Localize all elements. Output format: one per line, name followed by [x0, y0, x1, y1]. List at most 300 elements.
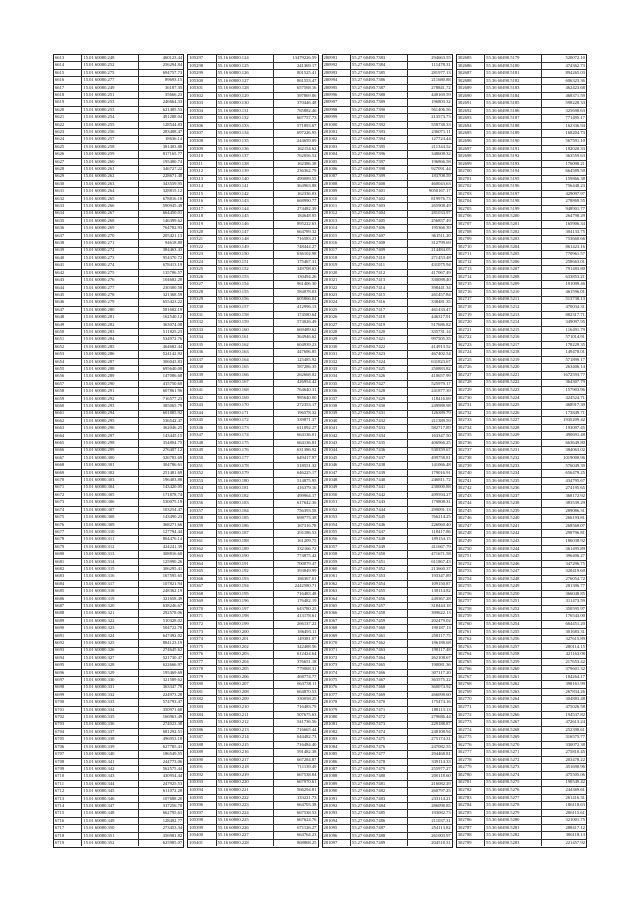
table-cell: 521730.47 — [162, 654, 183, 660]
table-cell: 193082.73 — [431, 810, 451, 816]
table-row — [457, 206, 586, 214]
table-cell: 281072 — [323, 655, 351, 661]
table-cell: 55.36 60490.5245 — [485, 553, 542, 560]
table-cell: 281001 — [323, 129, 351, 135]
table-cell: 55.36 60490.5195 — [485, 176, 542, 183]
table-row — [323, 507, 452, 514]
table-row — [457, 508, 586, 516]
table-cell: 302767 — [457, 674, 485, 681]
table-cell: 15.01 60080.259 — [82, 151, 139, 157]
table-cell: 302744 — [457, 500, 485, 507]
table-cell: 6634 — [54, 211, 82, 217]
table-row — [188, 636, 317, 644]
table-cell: 302733 — [457, 417, 485, 424]
table-cell: 954370.72 — [162, 254, 183, 260]
table-cell: 302690 — [457, 93, 485, 100]
table-cell: 105302 — [188, 93, 216, 100]
table-cell: 668990.77 — [296, 198, 317, 204]
table-cell: 281010 — [323, 196, 351, 202]
table-cell: 15.01 60080.266 — [82, 203, 139, 209]
table-cell: 281082 — [323, 729, 351, 735]
table-cell: 302687 — [457, 70, 485, 77]
table-cell: 15.01 60080.275 — [82, 70, 139, 76]
table-row — [457, 500, 586, 508]
table-cell: 55.36 60490.5203 — [485, 236, 542, 243]
table-cell: 6689 — [54, 618, 82, 624]
table-cell: 6620 — [54, 107, 82, 113]
table-cell: 105337 — [188, 357, 216, 364]
table-row — [457, 221, 586, 229]
table-cell: 591482.38 — [296, 749, 317, 755]
table-cell: 173849.71 — [565, 409, 585, 415]
table-cell: 15.01 60080.305 — [82, 492, 139, 498]
table-row — [188, 538, 317, 546]
table-cell: 55.27 60490.7387 — [351, 85, 408, 91]
table-row — [54, 781, 183, 788]
table-cell: 55.36 60490.5253 — [485, 613, 542, 620]
table-cell: 464682.44 — [162, 343, 183, 349]
table-row — [188, 342, 317, 350]
table-cell: 55.16 60800.151 — [217, 259, 274, 266]
table-cell: 261003.97 — [431, 832, 451, 838]
table-row — [323, 240, 452, 247]
table-cell: 55.27 60490.7429 — [351, 396, 408, 402]
table-cell: 468371.59 — [565, 92, 585, 98]
table-cell: 6662 — [54, 418, 82, 424]
table-cell: 281035 — [323, 381, 351, 387]
table-row — [457, 183, 586, 191]
table-cell: 281069 — [323, 633, 351, 639]
table-row — [54, 751, 183, 758]
table-cell: 302732 — [457, 410, 485, 417]
table-row — [54, 211, 183, 218]
table-cell: 541736.56 — [296, 719, 317, 725]
table-row — [188, 236, 317, 244]
table-cell: 105362 — [188, 546, 216, 553]
table-cell: 681292.51 — [162, 728, 183, 734]
table-cell: 105391 — [188, 764, 216, 771]
table-cell: 15.01 60080.293 — [82, 403, 139, 409]
table-cell: 105324 — [188, 259, 216, 266]
table-cell: 55.36 60490.5264 — [485, 696, 542, 703]
table-cell: 318444.18 — [431, 603, 451, 608]
table-row — [457, 364, 586, 372]
table-cell: 55.16 60800.165 — [217, 364, 274, 371]
table-cell: 55.16 60800.166 — [217, 372, 274, 379]
table-cell: 55.27 60490.7392 — [351, 122, 408, 128]
table-cell: 15.01 60080.330 — [82, 677, 139, 683]
table-row — [457, 463, 586, 471]
table-cell: 271453.48 — [431, 254, 451, 260]
table-row — [457, 153, 586, 161]
table-cell: 667284.87 — [296, 756, 317, 762]
table-cell: 6718 — [54, 833, 82, 839]
table-row — [188, 561, 317, 569]
table-cell: 281095 — [323, 825, 351, 831]
table-cell: 15.01 60080.332 — [82, 692, 139, 698]
table-cell: 55.36 60490.5262 — [485, 681, 542, 688]
table-cell: 335731.14 — [431, 329, 451, 334]
table-row — [457, 387, 586, 395]
table-cell: 105349 — [188, 447, 216, 454]
table-cell: 55.36 60490.5218 — [485, 349, 542, 356]
table-cell: 361511.20 — [431, 232, 451, 238]
table-row — [188, 402, 317, 410]
table-row — [188, 749, 317, 757]
table-row — [54, 662, 183, 669]
table-cell: 6654 — [54, 359, 82, 365]
table-cell: 612424.64 — [296, 651, 317, 657]
table-row — [323, 292, 452, 299]
table-cell: 55.36 60490.5265 — [485, 704, 542, 711]
table-cell: 128492.77 — [162, 817, 183, 823]
table-cell: 105361 — [188, 538, 216, 545]
table-cell: 105312 — [188, 168, 216, 175]
table-cell: 55.27 60490.7402 — [351, 196, 408, 202]
table-cell: 55.36 60490.5226 — [485, 410, 542, 417]
table-cell: 55.27 60490.7383 — [351, 55, 408, 61]
table-cell: 6633 — [54, 203, 82, 209]
table-cell: 55.36 60490.5268 — [485, 727, 542, 734]
table-cell: 244773.06 — [162, 758, 183, 764]
table-row — [323, 99, 452, 106]
table-row — [457, 297, 586, 305]
table-cell: 55.16 60800.184 — [217, 508, 274, 515]
table-row — [323, 314, 452, 321]
table-cell: 289086.31 — [565, 507, 585, 513]
table-cell: 55.36 60490.5225 — [485, 402, 542, 409]
table-cell: 55.16 60800.132 — [217, 115, 274, 122]
table-row — [323, 225, 452, 232]
table-cell: 417067.49 — [431, 269, 451, 275]
table-cell: 55.16 60800.213 — [217, 727, 274, 734]
table-row — [323, 781, 452, 788]
table-row — [188, 146, 317, 154]
table-row — [54, 529, 183, 536]
table-row — [54, 825, 183, 832]
table-cell: 55.27 60490.7422 — [351, 344, 408, 350]
table-row — [54, 818, 183, 825]
table-cell: 127724.44 — [431, 136, 451, 142]
table-row — [457, 304, 586, 312]
table-cell: 105401 — [188, 840, 216, 847]
table-row — [54, 159, 183, 166]
table-cell: 15.01 60080.307 — [82, 507, 139, 513]
table-cell: 55.27 60490.7403 — [351, 203, 408, 209]
table-cell: 302737 — [457, 447, 485, 454]
table-cell: 55.16 60800.191 — [217, 561, 274, 568]
table-cell: 302702 — [457, 183, 485, 190]
table-cell: 55.36 60490.5180 — [485, 63, 542, 70]
table-cell: 260797.25 — [431, 788, 451, 794]
table-cell: 281075 — [323, 677, 351, 683]
table-cell: 206115.61 — [565, 809, 585, 815]
table-cell: 105341 — [188, 387, 216, 394]
table-row — [188, 266, 317, 274]
table-cell: 6661 — [54, 411, 82, 417]
table-cell: 105325 — [188, 266, 216, 273]
table-cell: 771495.17 — [565, 115, 585, 121]
table-row — [54, 218, 183, 225]
table-row — [457, 70, 586, 78]
table-cell: 55.36 60490.5217 — [485, 342, 542, 349]
table-cell: 55.27 60490.7418 — [351, 314, 408, 320]
table-cell: 105394 — [188, 787, 216, 794]
table-row — [323, 470, 452, 477]
table-cell: 15.01 60080.302 — [82, 470, 139, 476]
table-cell: 281093 — [323, 810, 351, 816]
table-row — [54, 477, 183, 484]
table-row — [457, 696, 586, 704]
table-cell: 204518.31 — [431, 840, 451, 845]
table-cell: 306043.83 — [162, 358, 183, 364]
table-cell: 55.27 60490.7390 — [351, 107, 408, 113]
table-cell: 250883.82 — [431, 366, 451, 371]
table-cell: 179808.31 — [431, 499, 451, 505]
table-row — [323, 136, 452, 143]
table-row — [323, 596, 452, 603]
table-cell: 149478.01 — [565, 349, 585, 355]
table-cell: 302775 — [457, 734, 485, 741]
table-cell: 15.01 60080.275 — [82, 270, 139, 276]
table-row — [54, 62, 183, 69]
table-cell: 55.16 60800.227 — [217, 832, 274, 839]
table-cell: 350595.97 — [565, 605, 585, 611]
table-cell: 625985.07 — [162, 840, 183, 845]
table-row — [323, 625, 452, 632]
table-cell: 280992 — [323, 62, 351, 68]
table-cell: 55.16 60800.223 — [217, 802, 274, 809]
table-cell: 302736 — [457, 440, 485, 447]
table-cell: 368271.66 — [162, 521, 183, 527]
table-row — [54, 633, 183, 640]
table-cell: 302711 — [457, 251, 485, 258]
table-cell: 15.01 60080.274 — [82, 262, 139, 268]
table-cell: 364307.79 — [565, 379, 585, 385]
table-cell: 15.01 60080.299 — [82, 448, 139, 454]
table-row — [323, 670, 452, 677]
table-row — [188, 666, 317, 674]
table-cell: 162540.12 — [162, 314, 183, 320]
table-cell: 507675.63 — [296, 711, 317, 717]
table-cell: 276054.72 — [565, 575, 585, 581]
table-row — [188, 55, 317, 63]
table-cell: 35666.23 — [164, 92, 183, 97]
table-row — [188, 704, 317, 712]
table-cell: 55.27 60490.7473 — [351, 722, 408, 728]
table-cell: 393849.99 — [296, 568, 317, 574]
table-cell: 55.36 60490.5273 — [485, 764, 542, 771]
table-cell: 105303 — [188, 100, 216, 107]
table-cell: 6694 — [54, 655, 82, 661]
table-cell: 6691 — [54, 633, 82, 639]
table-cell: 6656 — [54, 373, 82, 379]
table-row — [457, 342, 586, 350]
table-cell: 490691.48 — [565, 432, 585, 438]
table-cell: 308816.60 — [162, 551, 183, 557]
table-cell: 55.27 60490.7442 — [351, 492, 408, 498]
table-cell: 55.16 60800.138 — [217, 161, 274, 168]
table-cell: 15.01 60080.298 — [82, 440, 139, 446]
table-cell: 302762 — [457, 636, 485, 643]
table-cell: 105378 — [188, 666, 216, 673]
table-cell: 302769 — [457, 689, 485, 696]
table-cell: 55.27 60490.7483 — [351, 796, 408, 802]
table-row — [457, 802, 586, 810]
table-cell: 55.16 60800.199 — [217, 621, 274, 628]
table-cell: 116491.79 — [565, 326, 585, 332]
table-cell: 105342 — [188, 395, 216, 402]
table-cell: 779068.31 — [296, 666, 317, 672]
table-cell: 105393 — [188, 780, 216, 787]
table-cell: 165906.34 — [565, 221, 585, 226]
table-cell: 561406.56 — [431, 106, 451, 112]
table-row — [323, 677, 452, 684]
table-cell: 6663 — [54, 425, 82, 431]
table-cell: 55.36 60490.5215 — [485, 327, 542, 334]
table-row — [323, 529, 452, 536]
table-cell: 281005 — [323, 159, 351, 165]
table-cell: 55.27 60490.7440 — [351, 477, 408, 483]
table-cell: 414913.52 — [431, 343, 451, 349]
table-cell: 55.27 60490.7410 — [351, 255, 408, 261]
table-row — [188, 380, 317, 388]
table-cell: 55.27 60490.7453 — [351, 573, 408, 579]
table-row — [54, 336, 183, 343]
table-cell: 15.01 60080.297 — [82, 433, 139, 439]
table-cell: 105396 — [188, 802, 216, 809]
table-cell: 55.36 60490.5216 — [485, 334, 542, 341]
table-cell: 55.36 60490.5241 — [485, 523, 542, 530]
table-cell: 55.36 60490.5267 — [485, 719, 542, 726]
table-cell: 698775.38 — [296, 515, 317, 521]
table-row — [54, 307, 183, 314]
table-cell: 384463.43 — [162, 247, 183, 253]
table-cell: 280996 — [323, 92, 351, 98]
table-cell: 15.01 60080.277 — [82, 77, 139, 83]
table-cell: 55.16 60800.173 — [217, 425, 274, 432]
table-cell: 376651.18 — [296, 658, 317, 664]
table-row — [188, 772, 317, 780]
table-row — [54, 107, 183, 114]
table-cell: 6704 — [54, 729, 82, 735]
table-cell: 774875.42 — [296, 553, 317, 559]
table-cell: 301683.31 — [565, 628, 585, 634]
table-row — [54, 166, 183, 173]
table-cell: 55.16 60800.156 — [217, 297, 274, 304]
table-cell: 55.36 60490.5227 — [485, 417, 542, 424]
table-cell: 272353.17 — [296, 402, 317, 408]
table-cell: 15.01 60080.310 — [82, 529, 139, 535]
table-row — [54, 707, 183, 714]
table-row — [188, 764, 317, 772]
table-cell: 530359.67 — [431, 447, 451, 453]
table-cell: 55.27 60490.7406 — [351, 225, 408, 231]
table-cell: 582717.89 — [431, 425, 451, 431]
table-row — [54, 499, 183, 506]
table-cell: 105386 — [188, 727, 216, 734]
table-row — [323, 633, 452, 640]
table-row — [323, 425, 452, 432]
table-row — [457, 712, 586, 720]
table-row — [457, 538, 586, 546]
table-cell: 302752 — [457, 561, 485, 568]
table-cell: 15.01 60080.287 — [82, 359, 139, 365]
table-cell: 762056.52 — [296, 153, 317, 159]
table-cell: 770961.57 — [565, 251, 585, 257]
table-row — [54, 566, 183, 573]
table-cell: 105390 — [188, 757, 216, 764]
table-cell: 411667.79 — [431, 543, 451, 549]
table-cell: 6635 — [54, 218, 82, 224]
table-cell: 302776 — [457, 742, 485, 749]
table-cell: 105375 — [188, 644, 216, 651]
table-row — [54, 344, 183, 351]
table-cell: 105300 — [188, 78, 216, 85]
table-cell: 462423.68 — [565, 85, 585, 91]
table-row — [457, 251, 586, 259]
table-cell: 664136.81 — [296, 439, 317, 445]
table-cell: 281034 — [323, 373, 351, 379]
table-cell: 6707 — [54, 751, 82, 757]
table-cell: 55.36 60490.5234 — [485, 470, 542, 477]
table-cell: 125485.92 — [296, 356, 317, 362]
table-cell: 302696 — [457, 138, 485, 145]
table-row — [188, 734, 317, 742]
table-cell: 6702 — [54, 714, 82, 720]
table-cell: 15.01 60080.329 — [82, 670, 139, 676]
table-cell: 55.27 60490.7401 — [351, 188, 408, 194]
table-cell: 15.01 60080.326 — [82, 648, 139, 654]
table-cell: 15.01 60080.325 — [82, 640, 139, 646]
table-cell: 281022 — [323, 285, 351, 291]
table-cell: 195366.39 — [431, 225, 451, 231]
table-cell: 55.36 60490.5183 — [485, 85, 542, 92]
table-row — [323, 477, 452, 484]
table-cell: 55.16 60800.174 — [217, 432, 274, 439]
table-cell: 302755 — [457, 583, 485, 590]
table-cell: 55.27 60490.7486 — [351, 818, 408, 824]
table-cell: 105331 — [188, 312, 216, 319]
table-cell: 55.36 60490.5275 — [485, 780, 542, 787]
table-cell: 55.36 60490.5210 — [485, 289, 542, 296]
table-row — [188, 644, 317, 652]
table-cell: 55.36 60490.5189 — [485, 130, 542, 137]
table-cell: 55.27 60490.7421 — [351, 336, 408, 342]
table-cell: 302753 — [457, 568, 485, 575]
table-row — [54, 85, 183, 92]
table-row — [457, 787, 586, 795]
table-cell: 55.36 60490.5207 — [485, 266, 542, 273]
table-cell: 302716 — [457, 289, 485, 296]
table-cell: 105387 — [188, 734, 216, 741]
table-cell: 517686.82 — [431, 321, 451, 327]
table-cell: 55.36 60490.5248 — [485, 576, 542, 583]
table-cell: 804476.14 — [162, 536, 183, 542]
table-cell: 6637 — [54, 233, 82, 239]
table-cell: 6617 — [54, 85, 82, 91]
table-cell: 6630 — [54, 181, 82, 187]
table-cell: 55.27 60490.7467 — [351, 677, 408, 683]
table-cell: 55.36 60490.5224 — [485, 395, 542, 402]
table-cell: 791483.80 — [565, 266, 585, 272]
table-cell: 281006 — [323, 166, 351, 172]
table-cell: 534972.76 — [162, 336, 183, 342]
table-row — [188, 629, 317, 637]
table-cell: 304883.48 — [565, 696, 585, 702]
table-cell: 6653 — [54, 351, 82, 357]
table-cell: 656479.25 — [565, 470, 585, 476]
